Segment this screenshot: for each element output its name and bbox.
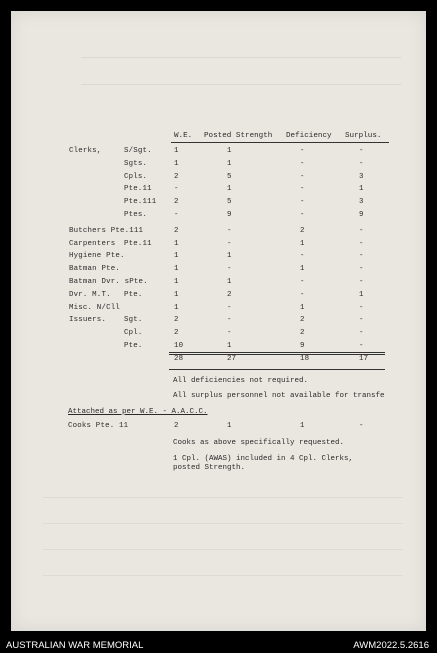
row-posted: - [227, 239, 232, 248]
note-awas-line1: 1 Cpl. (AWAS) included in 4 Cpl. Clerks, [173, 455, 354, 463]
row-posted: - [227, 316, 232, 325]
row-surplus: - [359, 342, 364, 350]
row-surplus: - [359, 303, 364, 312]
row-sublabel: Sgt. [124, 316, 143, 325]
row-label: Issuers. [69, 316, 107, 325]
totals-rule-top [169, 352, 385, 353]
row-we: 2 [174, 329, 179, 338]
row-posted: - [227, 303, 232, 312]
row-posted: 2 [227, 290, 232, 299]
row-posted: - [227, 265, 232, 274]
row-we: 1 [174, 159, 179, 168]
row-surplus: 1 [359, 290, 364, 299]
row-deficiency: - [300, 172, 305, 181]
row-surplus: - [359, 316, 364, 325]
header-posted-strength: Posted Strength [204, 132, 273, 140]
row-we: 2 [174, 316, 179, 325]
row-we: 10 [174, 342, 184, 350]
row-we: 1 [174, 147, 179, 155]
totals-rule-under [169, 369, 385, 370]
total-surplus: 17 [359, 355, 369, 363]
cooks-posted: 1 [227, 422, 232, 430]
row-surplus: - [359, 329, 364, 338]
cooks-surplus: - [359, 422, 364, 430]
row-label: Butchers Pte.111 [69, 226, 144, 235]
row-surplus: - [359, 226, 364, 235]
total-we: 28 [174, 355, 184, 363]
faint-rule [43, 497, 403, 498]
row-sublabel: Cpls. [124, 172, 148, 181]
row-surplus: 1 [359, 185, 364, 194]
row-we: 1 [174, 252, 179, 261]
note-cooks: Cooks as above specifically requested. [173, 439, 345, 447]
row-deficiency: - [300, 159, 305, 168]
footer-catalogue-id: AWM2022.5.2616 [353, 640, 429, 651]
row-posted: 1 [227, 252, 232, 261]
row-sublabel: Pte.11 [124, 185, 152, 194]
row-surplus: - [359, 265, 364, 274]
row-deficiency: - [300, 198, 305, 207]
row-posted: 1 [227, 147, 232, 155]
header-we: W.E. [174, 132, 193, 140]
row-deficiency: - [300, 185, 305, 194]
row-deficiency: - [300, 290, 305, 299]
note-surplus: All surplus personnel not available for transfe [173, 392, 385, 400]
row-surplus: - [359, 239, 364, 248]
document-page [11, 11, 426, 631]
footer-institution: AUSTRALIAN WAR MEMORIAL [6, 640, 144, 651]
note-awas-line2: posted Strength. [173, 464, 246, 472]
row-surplus: - [359, 278, 364, 286]
row-surplus: 3 [359, 198, 364, 207]
row-posted: 1 [227, 342, 232, 350]
row-deficiency: 1 [300, 303, 305, 312]
faint-rule [43, 523, 403, 524]
row-label: Batman Dvr. sPte. [69, 278, 148, 286]
row-sublabel: Pte. [124, 290, 143, 299]
row-label: Misc. N/Cll [69, 303, 120, 312]
row-sublabel: Pte.11 [124, 239, 152, 248]
row-we: 1 [174, 290, 179, 299]
row-label: Clerks, [69, 147, 102, 155]
row-we: 2 [174, 172, 179, 181]
row-sublabel: Pte. [124, 342, 143, 350]
row-deficiency: - [300, 211, 305, 219]
row-label: Dvr. M.T. [69, 290, 111, 299]
row-surplus: 3 [359, 172, 364, 181]
totals-rule-bottom [169, 354, 385, 355]
header-deficiency: Deficiency [286, 132, 332, 140]
row-deficiency: 1 [300, 265, 305, 274]
row-we: - [174, 211, 179, 219]
attached-heading: Attached as per W.E. - A.A.C.C. [68, 408, 208, 416]
row-surplus: - [359, 159, 364, 168]
row-we: 1 [174, 303, 179, 312]
row-sublabel: Sgts. [124, 159, 148, 168]
row-deficiency: 9 [300, 342, 305, 350]
row-we: 2 [174, 198, 179, 207]
cooks-we: 2 [174, 422, 179, 430]
note-deficiencies: All deficiencies not required. [173, 377, 309, 385]
row-surplus: - [359, 147, 364, 155]
row-posted: - [227, 226, 232, 235]
row-posted: 5 [227, 172, 232, 181]
total-deficiency: 18 [300, 355, 310, 363]
header-surplus: Surplus. [345, 132, 382, 140]
row-we: 1 [174, 265, 179, 274]
cooks-deficiency: 1 [300, 422, 305, 430]
row-deficiency: 2 [300, 316, 305, 325]
row-sublabel: S/Sgt. [124, 147, 152, 155]
row-deficiency: 2 [300, 226, 305, 235]
row-we: 1 [174, 239, 179, 248]
row-label: Carpenters [69, 239, 116, 248]
row-sublabel: Ptes. [124, 211, 148, 219]
faint-rule [43, 575, 403, 576]
bleed-through-text [81, 57, 401, 85]
faint-rule [43, 549, 403, 550]
row-posted: 1 [227, 278, 232, 286]
row-deficiency: 1 [300, 239, 305, 248]
row-we: 2 [174, 226, 179, 235]
row-we: 1 [174, 278, 179, 286]
row-label: Hygiene Pte. [69, 252, 125, 261]
row-deficiency: 2 [300, 329, 305, 338]
header-rule [171, 142, 389, 143]
row-posted: 1 [227, 185, 232, 194]
cooks-label: Cooks Pte. 11 [68, 422, 129, 430]
row-surplus: - [359, 252, 364, 261]
row-posted: 1 [227, 159, 232, 168]
row-deficiency: - [300, 252, 305, 261]
total-posted: 27 [227, 355, 237, 363]
row-posted: 9 [227, 211, 232, 219]
row-posted: - [227, 329, 232, 338]
row-sublabel: Pte.111 [124, 198, 157, 207]
footer-bar [0, 632, 437, 653]
row-deficiency: - [300, 147, 305, 155]
row-surplus: 9 [359, 211, 364, 219]
row-deficiency: - [300, 278, 305, 286]
row-sublabel: Cpl. [124, 329, 143, 338]
row-we: - [174, 185, 179, 194]
row-posted: 5 [227, 198, 232, 207]
row-label: Batman Pte. [69, 265, 120, 274]
